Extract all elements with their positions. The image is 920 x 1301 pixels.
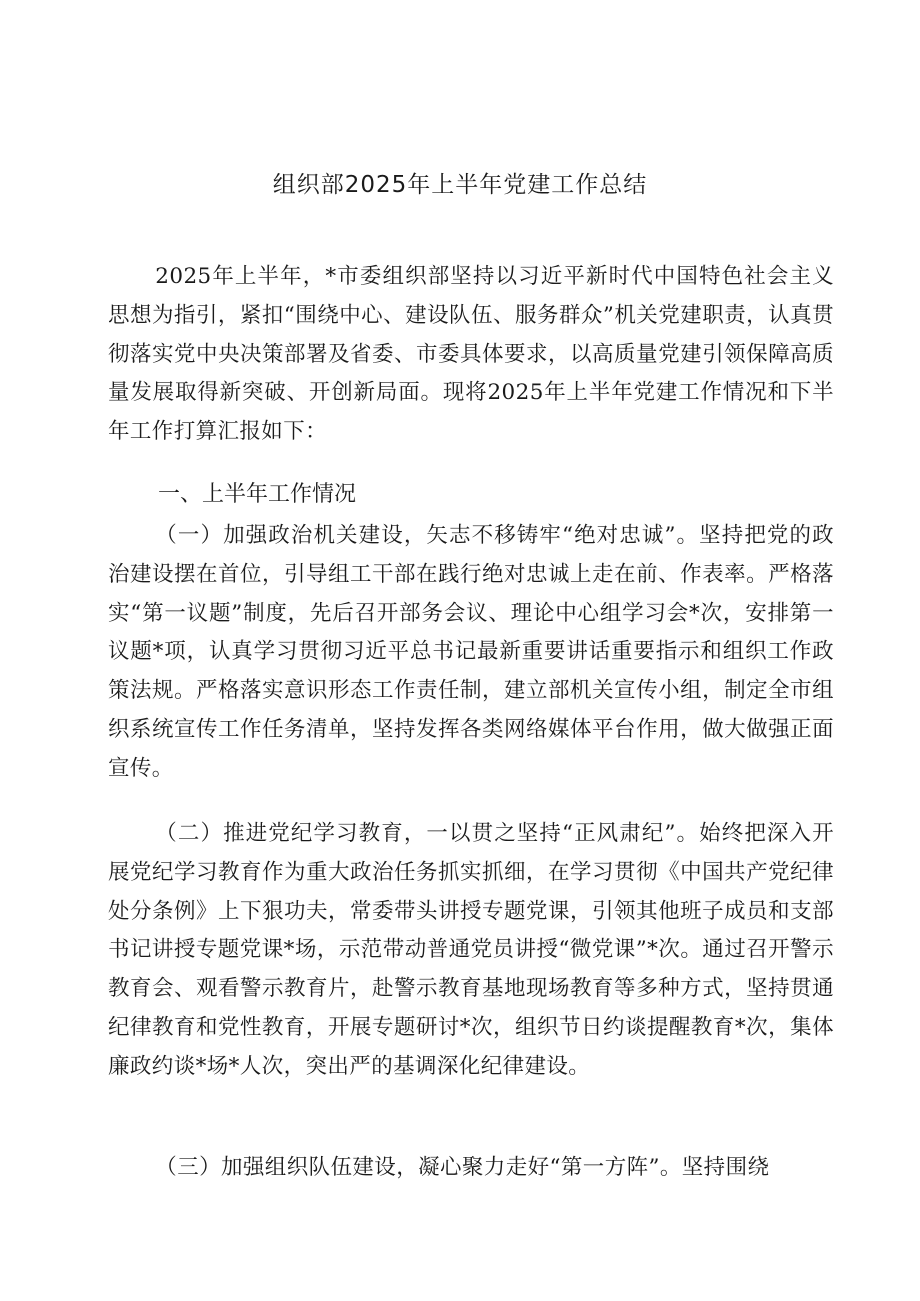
section-3-paragraph: （三）加强组织队伍建设，凝心聚力走好“第一方阵”。坚持围绕 <box>155 1155 770 1180</box>
section-1-paragraph: （一）加强政治机关建设，矢志不移铸牢“绝对忠诚”。坚持把党的政治建设摆在首位，引导组工干部在践行绝对忠诚上走在前、作表率。严格落实“第一议题”制度，先后召开部务会议、理论中心组学习会*次，安排第一议题*项，认真学习贯彻习近平总书记最新重要讲话重要指示和组织工作政策法规。严格落实意识形态工作责任制，建立部机关宣传小组，制定全市组织系统宣传工作任务清单，坚持发挥各类网络媒体平台作用，做大做强正面宣传。 <box>108 523 834 781</box>
section-heading: 一、上半年工作情况 <box>158 482 357 507</box>
section-2-paragraph: （二）推进党纪学习教育，一以贯之坚持“正风肃纪”。始终把深入开展党纪学习教育作为重大政治任务抓实抓细，在学习贯彻《中国共产党纪律处分条例》上下狠功夫，常委带头讲授专题党课，引领其他班子成员和支部书记讲授专题党课*场，示范带动普通党员讲授“微党课”*次。通过召开警示教育会、观看警示教育片，赴警示教育基地现场教育等多种方式，坚持贯通纪律教育和党性教育，开展专题研讨*次，组织节日约谈提醒教育*次，集体廉政约谈*场*人次，突出严的基调深化纪律建设。 <box>108 821 834 1079</box>
intro-paragraph: 2025年上半年，*市委组织部坚持以习近平新时代中国特色社会主义思想为指引，紧扣“围绕中心、建设队伍、服务群众”机关党建职责，认真贯彻落实党中央决策部署及省委、市委具体要求，以高质量党建引领保障高质量发展取得新突破、开创新局面。现将2025年上半年党建工作情况和下半年工作打算汇报如下： <box>108 264 834 445</box>
document-title: 组织部2025年上半年党建工作总结 <box>272 172 648 198</box>
